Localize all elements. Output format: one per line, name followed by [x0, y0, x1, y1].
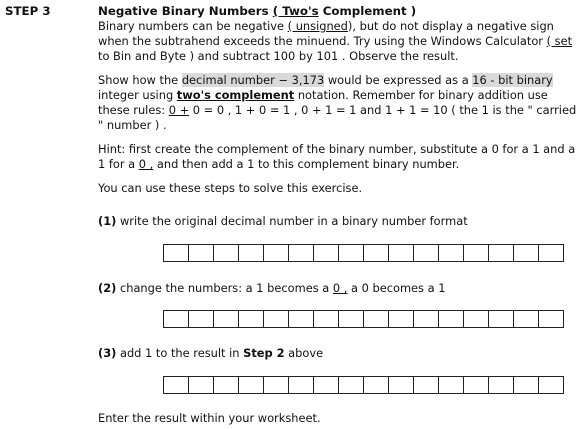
desc-text-2: ), but do not display a negative sign when the subtrahend exceeds the minuend. Try using the Windows Calculator [98, 19, 554, 48]
bit-box[interactable] [264, 244, 289, 262]
set-link[interactable]: ( set [546, 34, 573, 48]
bit-input-row-3[interactable] [163, 376, 564, 394]
title-tail: Complement ) [322, 4, 417, 18]
bit-input-row-2[interactable] [163, 310, 564, 328]
bit-box[interactable] [389, 310, 414, 328]
hint-paragraph [98, 142, 580, 172]
bit-box[interactable] [389, 244, 414, 262]
step-3 [98, 346, 323, 360]
task-text-3: integer using [98, 88, 174, 102]
bit-box[interactable] [239, 376, 264, 394]
instructions-block [98, 4, 580, 196]
description-paragraph [98, 19, 580, 64]
bit-box[interactable] [514, 310, 539, 328]
bit-box[interactable] [189, 376, 214, 394]
step-3-number: (3) [98, 346, 117, 360]
step-2-number: (2) [98, 281, 117, 295]
bit-box[interactable] [439, 376, 464, 394]
bit-box[interactable] [163, 376, 189, 394]
twos-complement-term[interactable]: two's complement [176, 88, 295, 102]
bit-box[interactable] [339, 244, 364, 262]
twos-link[interactable]: ( Two's [272, 4, 319, 18]
rule-link[interactable]: 0 + [168, 103, 190, 117]
bit-box[interactable] [539, 376, 564, 394]
bit-box[interactable] [339, 310, 364, 328]
bit-box[interactable] [314, 244, 339, 262]
bit-box[interactable] [489, 310, 514, 328]
bit-box[interactable] [489, 244, 514, 262]
task-text-1: Show how the [98, 73, 179, 87]
bit-box[interactable] [439, 244, 464, 262]
bit-box[interactable] [289, 310, 314, 328]
hint-text-1: Hint: first create the complement of the binary number, substitute a 0 for a 1 and a 1 for a [98, 142, 576, 171]
bit-box[interactable] [489, 376, 514, 394]
step-1-number: (1) [98, 214, 117, 228]
bit-box[interactable] [239, 244, 264, 262]
bit-box[interactable] [189, 244, 214, 262]
bit-width-highlight: 16 - bit binary [472, 73, 553, 87]
page-title [98, 4, 580, 19]
bit-box[interactable] [214, 376, 239, 394]
bit-box[interactable] [414, 244, 439, 262]
bit-box[interactable] [414, 376, 439, 394]
bit-box[interactable] [364, 310, 389, 328]
bit-box[interactable] [289, 376, 314, 394]
task-text-4: notation. Remember for binary addition use these rules: [98, 88, 548, 117]
bit-box[interactable] [189, 310, 214, 328]
bit-box[interactable] [264, 376, 289, 394]
bit-box[interactable] [539, 244, 564, 262]
bit-box[interactable] [339, 376, 364, 394]
bit-box[interactable] [514, 376, 539, 394]
bit-box[interactable] [214, 244, 239, 262]
step-2-text-a: change the numbers: a 1 becomes a [119, 281, 330, 295]
bit-box[interactable] [364, 244, 389, 262]
bit-box[interactable] [464, 310, 489, 328]
bit-box[interactable] [414, 310, 439, 328]
task-text-5: 0 = 0 , 1 + 0 = 1 , 0 + 1 = 1 and 1 + 1 = 10 ( the 1 is the " carried " number ) . [98, 103, 577, 132]
desc-text-1: Binary numbers can be negative [98, 19, 284, 33]
bit-box[interactable] [364, 376, 389, 394]
bit-box[interactable] [464, 244, 489, 262]
hint-zero-link[interactable]: 0 , [138, 157, 154, 171]
step-3-bold: Step 2 [243, 346, 285, 360]
bit-box[interactable] [464, 376, 489, 394]
step-1-text: write the original decimal number in a binary number format [119, 214, 468, 228]
hint-text-2: and then add a 1 to this complement binary number. [156, 157, 460, 171]
bit-box[interactable] [214, 310, 239, 328]
step-3-text-a: add 1 to the result in [119, 346, 240, 360]
steps-intro: You can use these steps to solve this exercise. [98, 181, 363, 195]
bit-box[interactable] [289, 244, 314, 262]
bit-box[interactable] [163, 310, 189, 328]
footer-instruction: Enter the result within your worksheet. [98, 411, 321, 425]
step-2 [98, 281, 445, 295]
title-main: Negative Binary Numbers [98, 4, 269, 18]
decimal-number-highlight: decimal number − 3,173 [181, 73, 325, 87]
bit-box[interactable] [439, 310, 464, 328]
task-paragraph [98, 73, 580, 133]
bit-box[interactable] [389, 376, 414, 394]
bit-box[interactable] [314, 310, 339, 328]
bit-box[interactable] [314, 376, 339, 394]
bit-input-row-1[interactable] [163, 244, 564, 262]
bit-box[interactable] [514, 244, 539, 262]
bit-box[interactable] [264, 310, 289, 328]
step-2-text-b: a 0 becomes a 1 [351, 281, 446, 295]
step-3-text-b: above [288, 346, 324, 360]
step-label: STEP 3 [5, 4, 51, 18]
bit-box[interactable] [239, 310, 264, 328]
task-text-2: would be expressed as a [327, 73, 469, 87]
step-2-zero-link[interactable]: 0 , [332, 281, 348, 295]
bit-box[interactable] [539, 310, 564, 328]
unsigned-link[interactable]: ( unsigned [287, 19, 348, 33]
step-1 [98, 214, 468, 228]
desc-text-3: to Bin and Byte ) and subtract 100 by 101 . Observe the result. [98, 49, 459, 63]
bit-box[interactable] [163, 244, 189, 262]
